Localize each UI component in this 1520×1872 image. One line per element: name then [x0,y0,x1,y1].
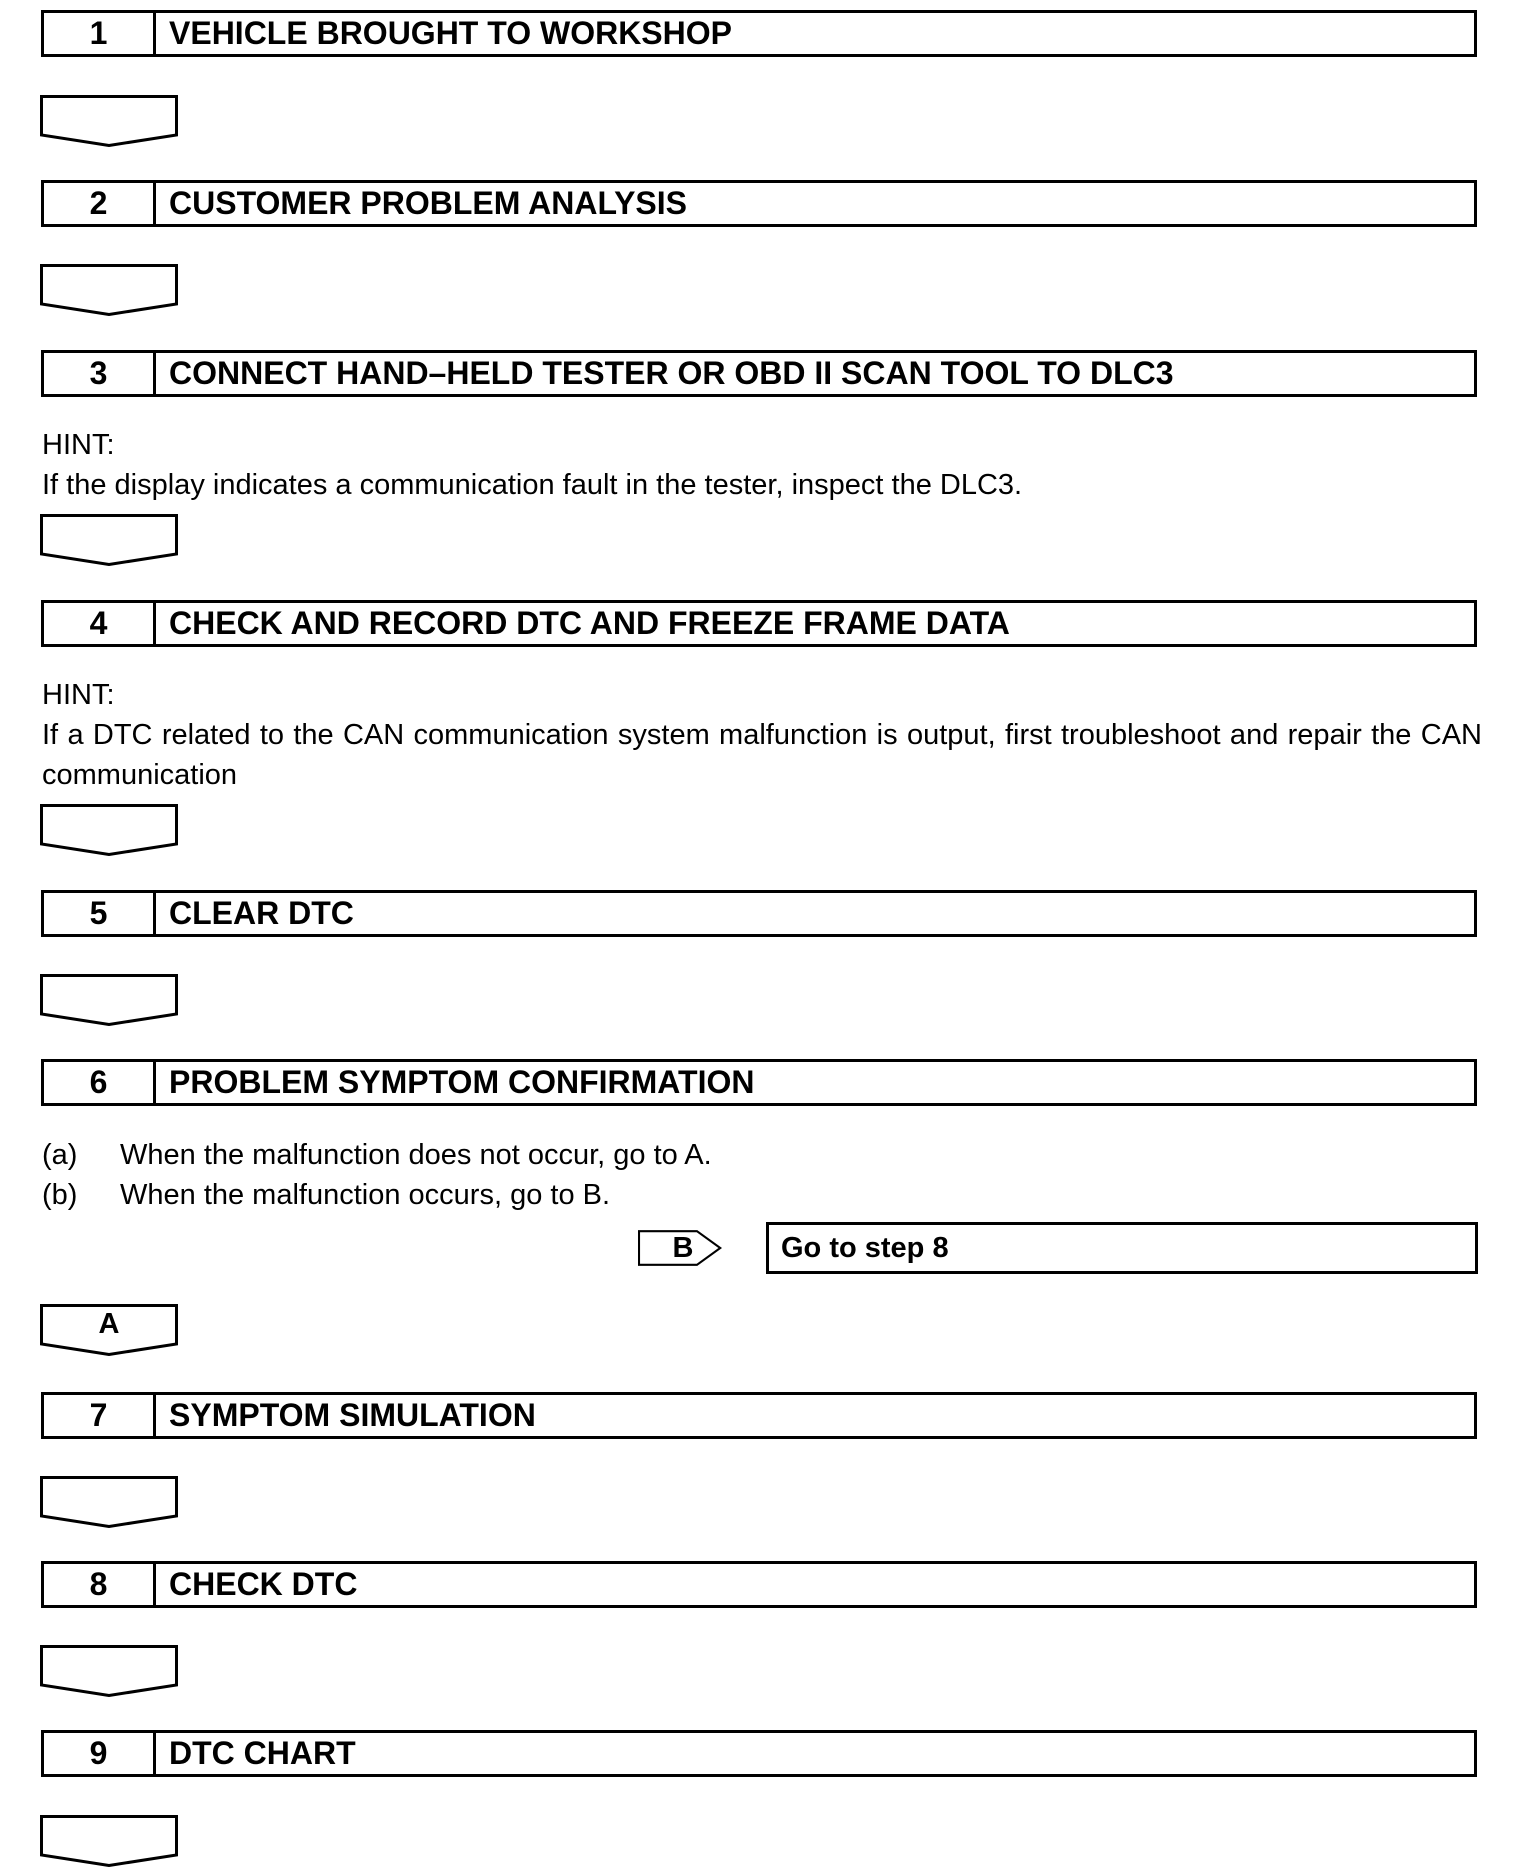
hint-label: HINT: [42,429,115,461]
step-number: 3 [44,353,156,394]
condition-text: When the malfunction does not occur, go to A. [120,1139,712,1171]
down-connector [40,514,178,566]
step-6-box [41,1059,1477,1106]
condition-label: (b) [42,1179,78,1211]
step-number: 7 [44,1395,156,1436]
step-7-box [41,1392,1477,1439]
down-connector [40,95,178,147]
step-8-box [41,1561,1477,1608]
step-title: CHECK DTC [169,1566,358,1602]
down-connector [40,804,178,856]
step-number: 1 [44,13,156,54]
step-5-box [41,890,1477,937]
step-number: 9 [44,1733,156,1774]
step-number: 2 [44,183,156,224]
step-number: 6 [44,1062,156,1103]
hint-label: HINT: [42,679,115,711]
step-title: CUSTOMER PROBLEM ANALYSIS [169,185,687,221]
down-connector [40,1645,178,1697]
step-title: DTC CHART [169,1735,356,1771]
step-number: 8 [44,1564,156,1605]
branch-target: Go to step 8 [766,1222,1478,1274]
step-title: CONNECT HAND–HELD TESTER OR OBD II SCAN TOOL TO DLC3 [169,355,1174,391]
connector-label: A [98,1308,120,1340]
step-number: 5 [44,893,156,934]
down-connector [40,264,178,316]
condition-a [42,1135,712,1175]
hint-text: If the display indicates a communication fault in the tester, inspect the DLC3. [42,469,1023,501]
down-connector [40,1476,178,1528]
step-number: 4 [44,603,156,644]
step-1-box [41,10,1477,57]
condition-label: (a) [42,1139,78,1171]
step-4-box [41,600,1477,647]
branch-letter: B [672,1232,694,1264]
step-9-box [41,1730,1477,1777]
step-title: CLEAR DTC [169,895,354,931]
condition-b [42,1175,610,1215]
step-title: SYMPTOM SIMULATION [169,1397,536,1433]
step-2-box [41,180,1477,227]
down-connector-a [40,1304,178,1356]
step-title: VEHICLE BROUGHT TO WORKSHOP [169,15,732,51]
condition-text: When the malfunction occurs, go to B. [120,1179,611,1211]
step-title: CHECK AND RECORD DTC AND FREEZE FRAME DATA [169,605,1010,641]
hint-text: If a DTC related to the CAN communication system malfunction is output, first troubleshoot and repair the CAN communication [42,719,1482,791]
step-3-box [41,350,1477,397]
down-connector [40,1815,178,1867]
step-title: PROBLEM SYMPTOM CONFIRMATION [169,1064,755,1100]
down-connector [40,974,178,1026]
branch-b [638,1222,1478,1274]
